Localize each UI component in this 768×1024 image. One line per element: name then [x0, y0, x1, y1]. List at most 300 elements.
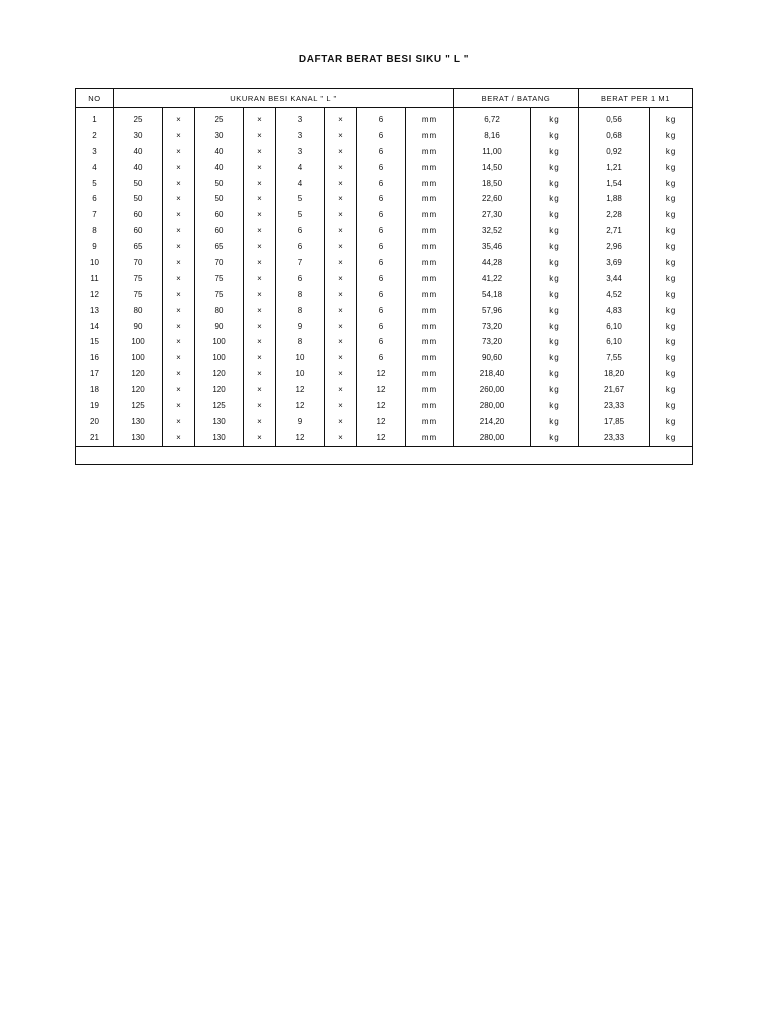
cell-length: 6	[357, 160, 406, 176]
cell-dim-b: 80	[195, 303, 244, 319]
cell-length: 6	[357, 350, 406, 366]
cell-sep-2: ×	[244, 366, 276, 382]
cell-sep-2: ×	[244, 108, 276, 128]
cell-sep-1: ×	[163, 144, 195, 160]
cell-weight-per-meter: 1,88	[579, 191, 650, 207]
table-row	[76, 239, 693, 255]
table-row	[76, 303, 693, 319]
cell-sep-1: ×	[163, 382, 195, 398]
cell-no: 10	[76, 255, 114, 271]
cell-sep-2: ×	[244, 382, 276, 398]
table-row	[76, 207, 693, 223]
cell-sep-3: ×	[325, 255, 357, 271]
cell-weight-per-bar: 57,96	[454, 303, 531, 319]
cell-sep-1: ×	[163, 334, 195, 350]
cell-unit-mm: mm	[406, 191, 454, 207]
cell-length: 12	[357, 414, 406, 430]
cell-length: 6	[357, 128, 406, 144]
cell-length: 6	[357, 255, 406, 271]
cell-no: 16	[76, 350, 114, 366]
cell-unit-mm: mm	[406, 223, 454, 239]
cell-length: 6	[357, 334, 406, 350]
cell-unit-kg-meter: kg	[650, 350, 693, 366]
cell-dim-a: 50	[114, 191, 163, 207]
cell-unit-kg-meter: kg	[650, 271, 693, 287]
cell-thickness: 12	[276, 382, 325, 398]
cell-unit-mm: mm	[406, 128, 454, 144]
cell-dim-b: 130	[195, 430, 244, 446]
cell-dim-a: 65	[114, 239, 163, 255]
cell-unit-kg-meter: kg	[650, 255, 693, 271]
cell-unit-kg-meter: kg	[650, 239, 693, 255]
cell-dim-a: 40	[114, 144, 163, 160]
cell-sep-2: ×	[244, 223, 276, 239]
cell-unit-kg-meter: kg	[650, 191, 693, 207]
cell-sep-2: ×	[244, 144, 276, 160]
table-row	[76, 223, 693, 239]
cell-dim-b: 40	[195, 144, 244, 160]
table-row	[76, 287, 693, 303]
cell-sep-3: ×	[325, 108, 357, 128]
cell-sep-2: ×	[244, 255, 276, 271]
cell-weight-per-bar: 41,22	[454, 271, 531, 287]
cell-weight-per-bar: 90,60	[454, 350, 531, 366]
cell-no: 9	[76, 239, 114, 255]
cell-unit-mm: mm	[406, 350, 454, 366]
cell-weight-per-bar: 214,20	[454, 414, 531, 430]
cell-dim-a: 40	[114, 160, 163, 176]
cell-unit-kg-meter: kg	[650, 160, 693, 176]
cell-length: 6	[357, 191, 406, 207]
cell-unit-kg-bar: kg	[531, 287, 579, 303]
cell-unit-mm: mm	[406, 414, 454, 430]
cell-length: 6	[357, 223, 406, 239]
header-size: UKURAN BESI KANAL " L "	[114, 89, 454, 108]
cell-unit-mm: mm	[406, 398, 454, 414]
cell-thickness: 3	[276, 128, 325, 144]
cell-thickness: 9	[276, 414, 325, 430]
cell-dim-a: 25	[114, 108, 163, 128]
cell-length: 12	[357, 398, 406, 414]
cell-thickness: 12	[276, 430, 325, 446]
cell-unit-mm: mm	[406, 287, 454, 303]
cell-sep-2: ×	[244, 239, 276, 255]
cell-sep-1: ×	[163, 160, 195, 176]
cell-unit-kg-bar: kg	[531, 255, 579, 271]
cell-dim-a: 100	[114, 334, 163, 350]
cell-unit-kg-bar: kg	[531, 144, 579, 160]
cell-sep-3: ×	[325, 414, 357, 430]
cell-dim-a: 70	[114, 255, 163, 271]
cell-dim-b: 25	[195, 108, 244, 128]
footer-cell	[76, 446, 693, 464]
table-row	[76, 271, 693, 287]
cell-weight-per-meter: 7,55	[579, 350, 650, 366]
cell-sep-2: ×	[244, 287, 276, 303]
cell-weight-per-meter: 21,67	[579, 382, 650, 398]
cell-thickness: 6	[276, 239, 325, 255]
cell-dim-b: 100	[195, 334, 244, 350]
cell-dim-b: 50	[195, 176, 244, 192]
cell-sep-2: ×	[244, 176, 276, 192]
cell-sep-2: ×	[244, 303, 276, 319]
cell-thickness: 4	[276, 160, 325, 176]
cell-unit-kg-bar: kg	[531, 398, 579, 414]
cell-dim-a: 100	[114, 350, 163, 366]
table-row	[76, 430, 693, 446]
cell-weight-per-bar: 260,00	[454, 382, 531, 398]
cell-dim-a: 80	[114, 303, 163, 319]
cell-no: 17	[76, 366, 114, 382]
cell-thickness: 6	[276, 271, 325, 287]
cell-thickness: 7	[276, 255, 325, 271]
cell-length: 6	[357, 319, 406, 335]
cell-no: 2	[76, 128, 114, 144]
cell-sep-1: ×	[163, 287, 195, 303]
cell-weight-per-meter: 2,71	[579, 223, 650, 239]
cell-unit-mm: mm	[406, 255, 454, 271]
cell-weight-per-bar: 54,18	[454, 287, 531, 303]
cell-weight-per-bar: 11,00	[454, 144, 531, 160]
cell-no: 14	[76, 319, 114, 335]
cell-unit-kg-bar: kg	[531, 430, 579, 446]
cell-unit-mm: mm	[406, 430, 454, 446]
table-row	[76, 319, 693, 335]
cell-weight-per-meter: 1,21	[579, 160, 650, 176]
cell-length: 12	[357, 366, 406, 382]
cell-sep-1: ×	[163, 430, 195, 446]
cell-dim-b: 65	[195, 239, 244, 255]
cell-dim-b: 70	[195, 255, 244, 271]
cell-sep-1: ×	[163, 255, 195, 271]
cell-weight-per-bar: 32,52	[454, 223, 531, 239]
cell-unit-kg-meter: kg	[650, 430, 693, 446]
table-row	[76, 334, 693, 350]
cell-thickness: 3	[276, 108, 325, 128]
cell-unit-kg-meter: kg	[650, 176, 693, 192]
cell-sep-3: ×	[325, 398, 357, 414]
cell-dim-b: 75	[195, 271, 244, 287]
cell-weight-per-bar: 44,28	[454, 255, 531, 271]
cell-dim-b: 30	[195, 128, 244, 144]
cell-weight-per-meter: 18,20	[579, 366, 650, 382]
cell-unit-mm: mm	[406, 144, 454, 160]
table-footer-row	[76, 446, 693, 464]
page-title: DAFTAR BERAT BESI SIKU " L "	[298, 54, 470, 65]
cell-thickness: 9	[276, 319, 325, 335]
cell-sep-2: ×	[244, 430, 276, 446]
cell-unit-kg-bar: kg	[531, 239, 579, 255]
cell-unit-kg-bar: kg	[531, 319, 579, 335]
cell-sep-1: ×	[163, 176, 195, 192]
cell-sep-1: ×	[163, 108, 195, 128]
cell-weight-per-meter: 17,85	[579, 414, 650, 430]
cell-length: 6	[357, 239, 406, 255]
cell-sep-2: ×	[244, 398, 276, 414]
cell-thickness: 10	[276, 350, 325, 366]
cell-sep-3: ×	[325, 334, 357, 350]
cell-weight-per-meter: 23,33	[579, 430, 650, 446]
cell-unit-mm: mm	[406, 239, 454, 255]
cell-no: 1	[76, 108, 114, 128]
cell-weight-per-meter: 0,92	[579, 144, 650, 160]
cell-weight-per-meter: 2,28	[579, 207, 650, 223]
cell-thickness: 3	[276, 144, 325, 160]
cell-weight-per-bar: 27,30	[454, 207, 531, 223]
cell-no: 4	[76, 160, 114, 176]
cell-sep-1: ×	[163, 271, 195, 287]
cell-unit-kg-meter: kg	[650, 334, 693, 350]
cell-sep-2: ×	[244, 271, 276, 287]
cell-no: 3	[76, 144, 114, 160]
cell-length: 6	[357, 207, 406, 223]
table-header-row	[76, 89, 693, 108]
cell-sep-3: ×	[325, 128, 357, 144]
cell-thickness: 6	[276, 223, 325, 239]
cell-unit-mm: mm	[406, 303, 454, 319]
header-weight-per-bar: BERAT / BATANG	[454, 89, 579, 108]
cell-weight-per-meter: 4,83	[579, 303, 650, 319]
cell-weight-per-bar: 218,40	[454, 366, 531, 382]
cell-weight-per-meter: 4,52	[579, 287, 650, 303]
cell-dim-a: 90	[114, 319, 163, 335]
cell-unit-kg-bar: kg	[531, 303, 579, 319]
cell-length: 6	[357, 144, 406, 160]
cell-thickness: 10	[276, 366, 325, 382]
cell-dim-b: 120	[195, 382, 244, 398]
cell-dim-a: 130	[114, 414, 163, 430]
cell-unit-mm: mm	[406, 319, 454, 335]
cell-thickness: 5	[276, 207, 325, 223]
table-row	[76, 398, 693, 414]
cell-unit-kg-bar: kg	[531, 191, 579, 207]
table-row	[76, 382, 693, 398]
table-row	[76, 414, 693, 430]
cell-weight-per-bar: 8,16	[454, 128, 531, 144]
cell-unit-kg-bar: kg	[531, 223, 579, 239]
cell-sep-2: ×	[244, 350, 276, 366]
cell-sep-1: ×	[163, 207, 195, 223]
cell-unit-kg-meter: kg	[650, 366, 693, 382]
cell-unit-kg-bar: kg	[531, 207, 579, 223]
cell-thickness: 8	[276, 334, 325, 350]
cell-sep-3: ×	[325, 382, 357, 398]
cell-no: 6	[76, 191, 114, 207]
cell-unit-kg-meter: kg	[650, 207, 693, 223]
steel-weight-table	[75, 88, 693, 465]
cell-weight-per-bar: 14,50	[454, 160, 531, 176]
cell-length: 6	[357, 303, 406, 319]
cell-sep-2: ×	[244, 191, 276, 207]
cell-thickness: 4	[276, 176, 325, 192]
cell-no: 19	[76, 398, 114, 414]
cell-no: 11	[76, 271, 114, 287]
cell-sep-3: ×	[325, 144, 357, 160]
header-no: NO	[76, 89, 114, 108]
cell-no: 8	[76, 223, 114, 239]
cell-length: 12	[357, 382, 406, 398]
table-body	[76, 108, 693, 465]
cell-sep-1: ×	[163, 366, 195, 382]
cell-dim-a: 60	[114, 207, 163, 223]
cell-weight-per-meter: 0,56	[579, 108, 650, 128]
cell-dim-a: 60	[114, 223, 163, 239]
cell-unit-kg-meter: kg	[650, 303, 693, 319]
cell-sep-2: ×	[244, 319, 276, 335]
cell-unit-kg-meter: kg	[650, 398, 693, 414]
table-row	[76, 176, 693, 192]
cell-dim-a: 120	[114, 366, 163, 382]
cell-weight-per-bar: 6,72	[454, 108, 531, 128]
cell-sep-3: ×	[325, 271, 357, 287]
cell-dim-b: 100	[195, 350, 244, 366]
cell-unit-mm: mm	[406, 160, 454, 176]
cell-unit-kg-bar: kg	[531, 414, 579, 430]
cell-unit-kg-meter: kg	[650, 382, 693, 398]
cell-sep-3: ×	[325, 303, 357, 319]
cell-sep-3: ×	[325, 207, 357, 223]
cell-length: 6	[357, 176, 406, 192]
cell-unit-kg-meter: kg	[650, 144, 693, 160]
cell-unit-kg-meter: kg	[650, 128, 693, 144]
cell-dim-b: 75	[195, 287, 244, 303]
cell-sep-1: ×	[163, 191, 195, 207]
cell-sep-1: ×	[163, 414, 195, 430]
cell-dim-b: 125	[195, 398, 244, 414]
cell-sep-1: ×	[163, 350, 195, 366]
cell-no: 5	[76, 176, 114, 192]
cell-unit-kg-meter: kg	[650, 319, 693, 335]
cell-unit-mm: mm	[406, 334, 454, 350]
cell-sep-3: ×	[325, 366, 357, 382]
cell-unit-kg-meter: kg	[650, 287, 693, 303]
cell-dim-b: 60	[195, 223, 244, 239]
cell-weight-per-meter: 1,54	[579, 176, 650, 192]
cell-dim-a: 75	[114, 287, 163, 303]
cell-weight-per-bar: 22,60	[454, 191, 531, 207]
cell-weight-per-meter: 2,96	[579, 239, 650, 255]
cell-sep-3: ×	[325, 319, 357, 335]
cell-unit-mm: mm	[406, 176, 454, 192]
cell-sep-2: ×	[244, 207, 276, 223]
cell-no: 20	[76, 414, 114, 430]
cell-no: 7	[76, 207, 114, 223]
cell-sep-2: ×	[244, 414, 276, 430]
table-row	[76, 350, 693, 366]
cell-thickness: 12	[276, 398, 325, 414]
cell-weight-per-meter: 3,44	[579, 271, 650, 287]
cell-weight-per-bar: 35,46	[454, 239, 531, 255]
table-row	[76, 160, 693, 176]
cell-weight-per-meter: 23,33	[579, 398, 650, 414]
cell-dim-b: 60	[195, 207, 244, 223]
cell-sep-2: ×	[244, 128, 276, 144]
cell-sep-2: ×	[244, 334, 276, 350]
table-row	[76, 144, 693, 160]
header-weight-per-meter: BERAT PER 1 M1	[579, 89, 693, 108]
cell-sep-3: ×	[325, 160, 357, 176]
cell-no: 13	[76, 303, 114, 319]
cell-sep-3: ×	[325, 191, 357, 207]
cell-no: 18	[76, 382, 114, 398]
cell-sep-3: ×	[325, 176, 357, 192]
cell-sep-2: ×	[244, 160, 276, 176]
cell-thickness: 5	[276, 191, 325, 207]
cell-dim-b: 40	[195, 160, 244, 176]
cell-sep-1: ×	[163, 303, 195, 319]
cell-weight-per-meter: 3,69	[579, 255, 650, 271]
cell-unit-kg-bar: kg	[531, 176, 579, 192]
cell-thickness: 8	[276, 287, 325, 303]
table-row	[76, 191, 693, 207]
cell-weight-per-bar: 280,00	[454, 430, 531, 446]
cell-unit-mm: mm	[406, 366, 454, 382]
cell-unit-kg-bar: kg	[531, 366, 579, 382]
cell-sep-3: ×	[325, 239, 357, 255]
cell-sep-3: ×	[325, 350, 357, 366]
cell-dim-a: 130	[114, 430, 163, 446]
cell-length: 6	[357, 271, 406, 287]
table-row	[76, 108, 693, 128]
cell-unit-mm: mm	[406, 271, 454, 287]
cell-weight-per-bar: 73,20	[454, 319, 531, 335]
cell-dim-b: 130	[195, 414, 244, 430]
cell-dim-b: 90	[195, 319, 244, 335]
cell-unit-kg-meter: kg	[650, 223, 693, 239]
cell-weight-per-bar: 73,20	[454, 334, 531, 350]
cell-unit-kg-bar: kg	[531, 271, 579, 287]
table-row	[76, 128, 693, 144]
cell-unit-kg-bar: kg	[531, 350, 579, 366]
cell-dim-a: 75	[114, 271, 163, 287]
cell-unit-kg-bar: kg	[531, 334, 579, 350]
cell-dim-b: 120	[195, 366, 244, 382]
cell-sep-1: ×	[163, 223, 195, 239]
cell-length: 12	[357, 430, 406, 446]
cell-dim-a: 120	[114, 382, 163, 398]
cell-weight-per-meter: 6,10	[579, 334, 650, 350]
cell-sep-1: ×	[163, 398, 195, 414]
cell-no: 15	[76, 334, 114, 350]
cell-unit-kg-bar: kg	[531, 108, 579, 128]
cell-unit-kg-meter: kg	[650, 108, 693, 128]
cell-dim-b: 50	[195, 191, 244, 207]
cell-thickness: 8	[276, 303, 325, 319]
cell-sep-3: ×	[325, 223, 357, 239]
cell-no: 12	[76, 287, 114, 303]
cell-weight-per-bar: 280,00	[454, 398, 531, 414]
cell-unit-kg-bar: kg	[531, 128, 579, 144]
cell-length: 6	[357, 287, 406, 303]
cell-unit-mm: mm	[406, 382, 454, 398]
cell-length: 6	[357, 108, 406, 128]
table-row	[76, 366, 693, 382]
cell-weight-per-meter: 6,10	[579, 319, 650, 335]
cell-unit-kg-bar: kg	[531, 160, 579, 176]
table-row	[76, 255, 693, 271]
cell-unit-mm: mm	[406, 108, 454, 128]
cell-dim-a: 30	[114, 128, 163, 144]
cell-unit-mm: mm	[406, 207, 454, 223]
cell-sep-1: ×	[163, 128, 195, 144]
cell-sep-1: ×	[163, 319, 195, 335]
cell-no: 21	[76, 430, 114, 446]
cell-sep-3: ×	[325, 430, 357, 446]
cell-weight-per-meter: 0,68	[579, 128, 650, 144]
cell-unit-kg-bar: kg	[531, 382, 579, 398]
cell-unit-kg-meter: kg	[650, 414, 693, 430]
cell-dim-a: 50	[114, 176, 163, 192]
